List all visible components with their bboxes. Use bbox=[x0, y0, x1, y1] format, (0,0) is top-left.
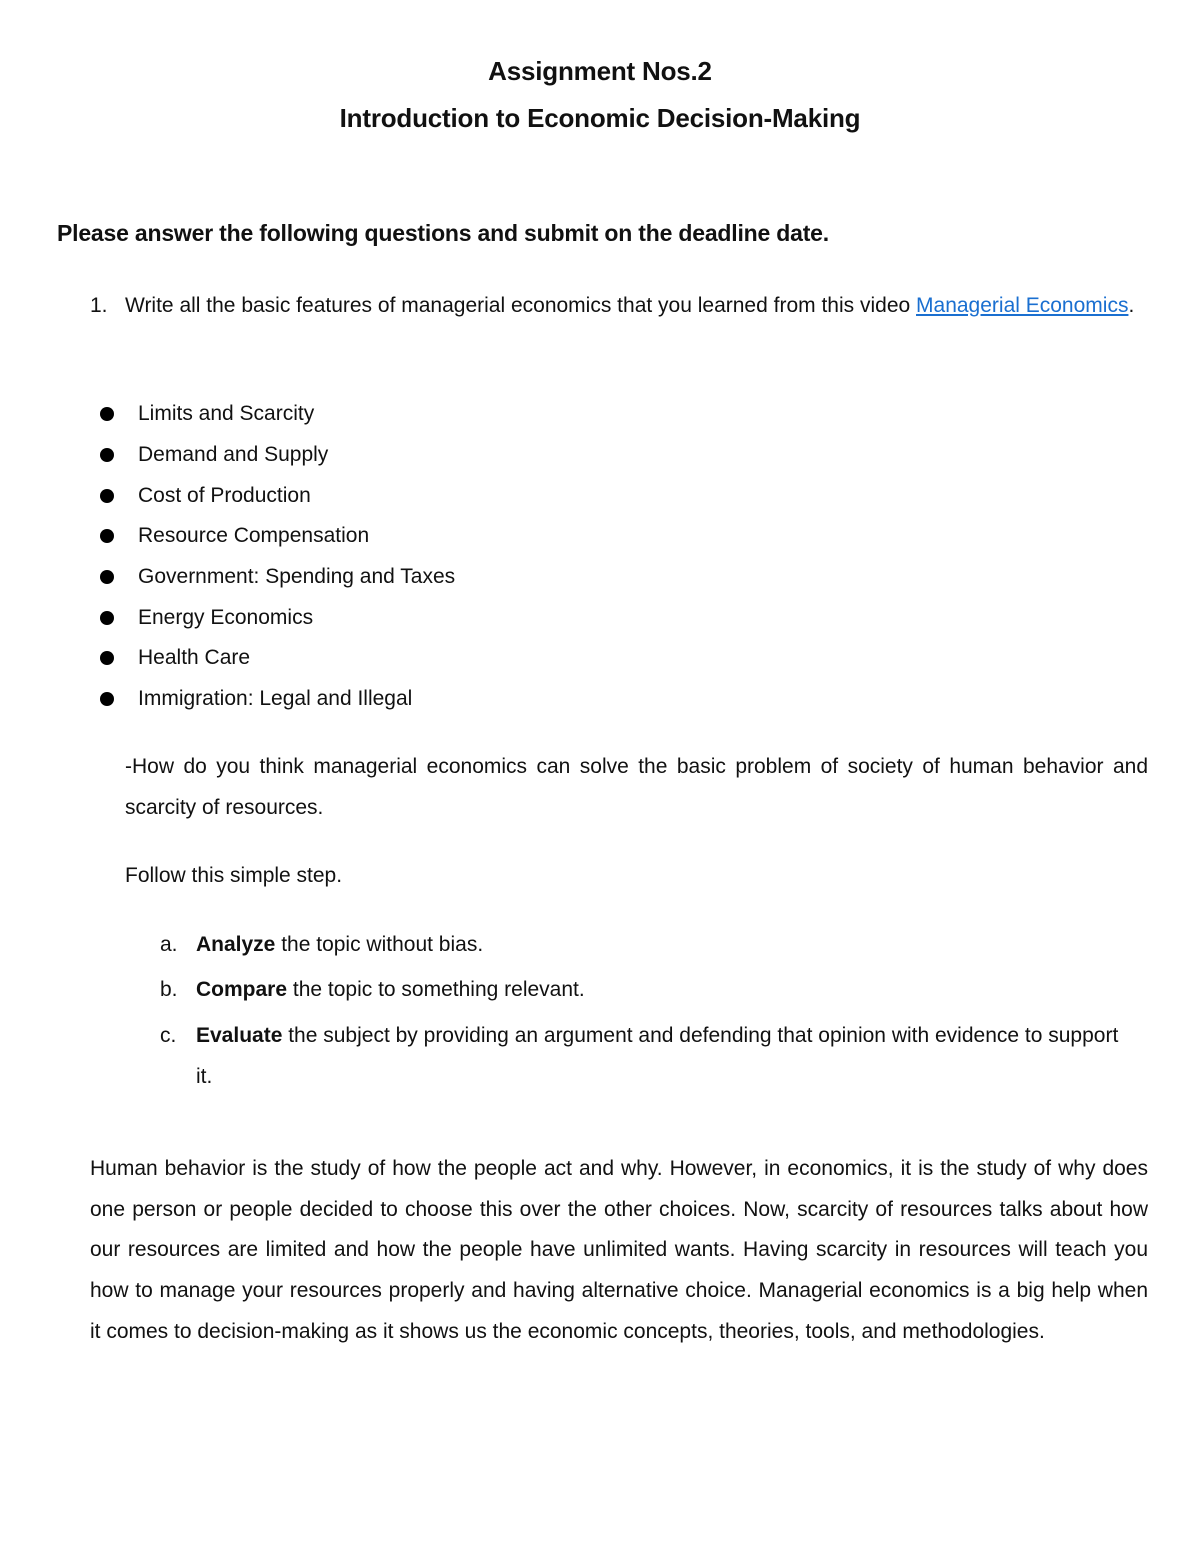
step-keyword: Analyze bbox=[196, 933, 276, 956]
bullet-icon bbox=[100, 611, 114, 625]
feature-label: Demand and Supply bbox=[138, 443, 329, 467]
feature-label: Resource Compensation bbox=[138, 524, 370, 548]
list-item bbox=[97, 557, 455, 598]
step-body bbox=[196, 969, 1140, 1010]
list-item bbox=[97, 435, 455, 476]
features-list bbox=[97, 394, 455, 720]
step-text: the topic to something relevant. bbox=[287, 978, 585, 1001]
list-item bbox=[97, 475, 455, 516]
question-1-trailing: . bbox=[1128, 294, 1135, 317]
list-item bbox=[97, 394, 455, 435]
step-letter: a. bbox=[160, 933, 178, 956]
feature-label: Limits and Scarcity bbox=[138, 402, 315, 426]
document-title: Assignment Nos.2 bbox=[488, 56, 712, 86]
question-1 bbox=[125, 285, 1148, 326]
step-body bbox=[196, 924, 1140, 965]
step-letter: b. bbox=[160, 978, 178, 1001]
feature-label: Immigration: Legal and Illegal bbox=[138, 687, 413, 711]
steps-intro: Follow this simple step. bbox=[125, 864, 343, 887]
managerial-economics-video-link[interactable]: Managerial Economics bbox=[916, 294, 1129, 317]
answer-paragraph: Human behavior is the study of how the people act and why. However, in economics, it is the study of why does one person or people decided to choose this over the other choices. Now, scarcity of resources talks about how our resources are limited and how the people have unlimited wants. Having scarcity in resources will teach you how to manage your resources properly and having alternative choice. Managerial economics is a big help when it comes to decision-making as it shows us the economic concepts, theories, tools, and methodologies. bbox=[90, 1157, 1148, 1343]
step-keyword: Evaluate bbox=[196, 1024, 283, 1047]
list-item bbox=[97, 516, 455, 557]
step-keyword: Compare bbox=[196, 978, 288, 1001]
feature-label: Health Care bbox=[138, 646, 251, 670]
bullet-icon bbox=[100, 651, 114, 665]
list-item bbox=[97, 638, 455, 679]
instructions-heading: Please answer the following questions and submit on the deadline date. bbox=[57, 220, 829, 246]
step-item bbox=[160, 969, 1140, 1010]
bullet-icon bbox=[100, 489, 114, 503]
step-text: the subject by providing an argument and defending that opinion with evidence to support it. bbox=[196, 1024, 1119, 1088]
question-1-text: Write all the basic features of managerial economics that you learned from this video bbox=[125, 294, 917, 317]
feature-label: Cost of Production bbox=[138, 483, 311, 507]
step-body bbox=[196, 1015, 1140, 1097]
bullet-icon bbox=[100, 570, 114, 584]
feature-label: Government: Spending and Taxes bbox=[138, 565, 456, 589]
bullet-icon bbox=[100, 692, 114, 706]
document-subtitle: Introduction to Economic Decision-Making bbox=[339, 103, 861, 133]
question-2: -How do you think managerial economics can solve the basic problem of society of human behavior and scarcity of resources. bbox=[125, 755, 1148, 819]
step-letter: c. bbox=[160, 1024, 177, 1047]
bullet-icon bbox=[100, 448, 114, 462]
bullet-icon bbox=[100, 407, 114, 421]
list-item bbox=[97, 679, 455, 720]
list-item bbox=[97, 597, 455, 638]
question-number: 1. bbox=[90, 294, 108, 317]
step-item bbox=[160, 1015, 1140, 1097]
step-text: the topic without bias. bbox=[275, 933, 484, 956]
step-item bbox=[160, 924, 1140, 965]
feature-label: Energy Economics bbox=[138, 605, 314, 629]
bullet-icon bbox=[100, 529, 114, 543]
